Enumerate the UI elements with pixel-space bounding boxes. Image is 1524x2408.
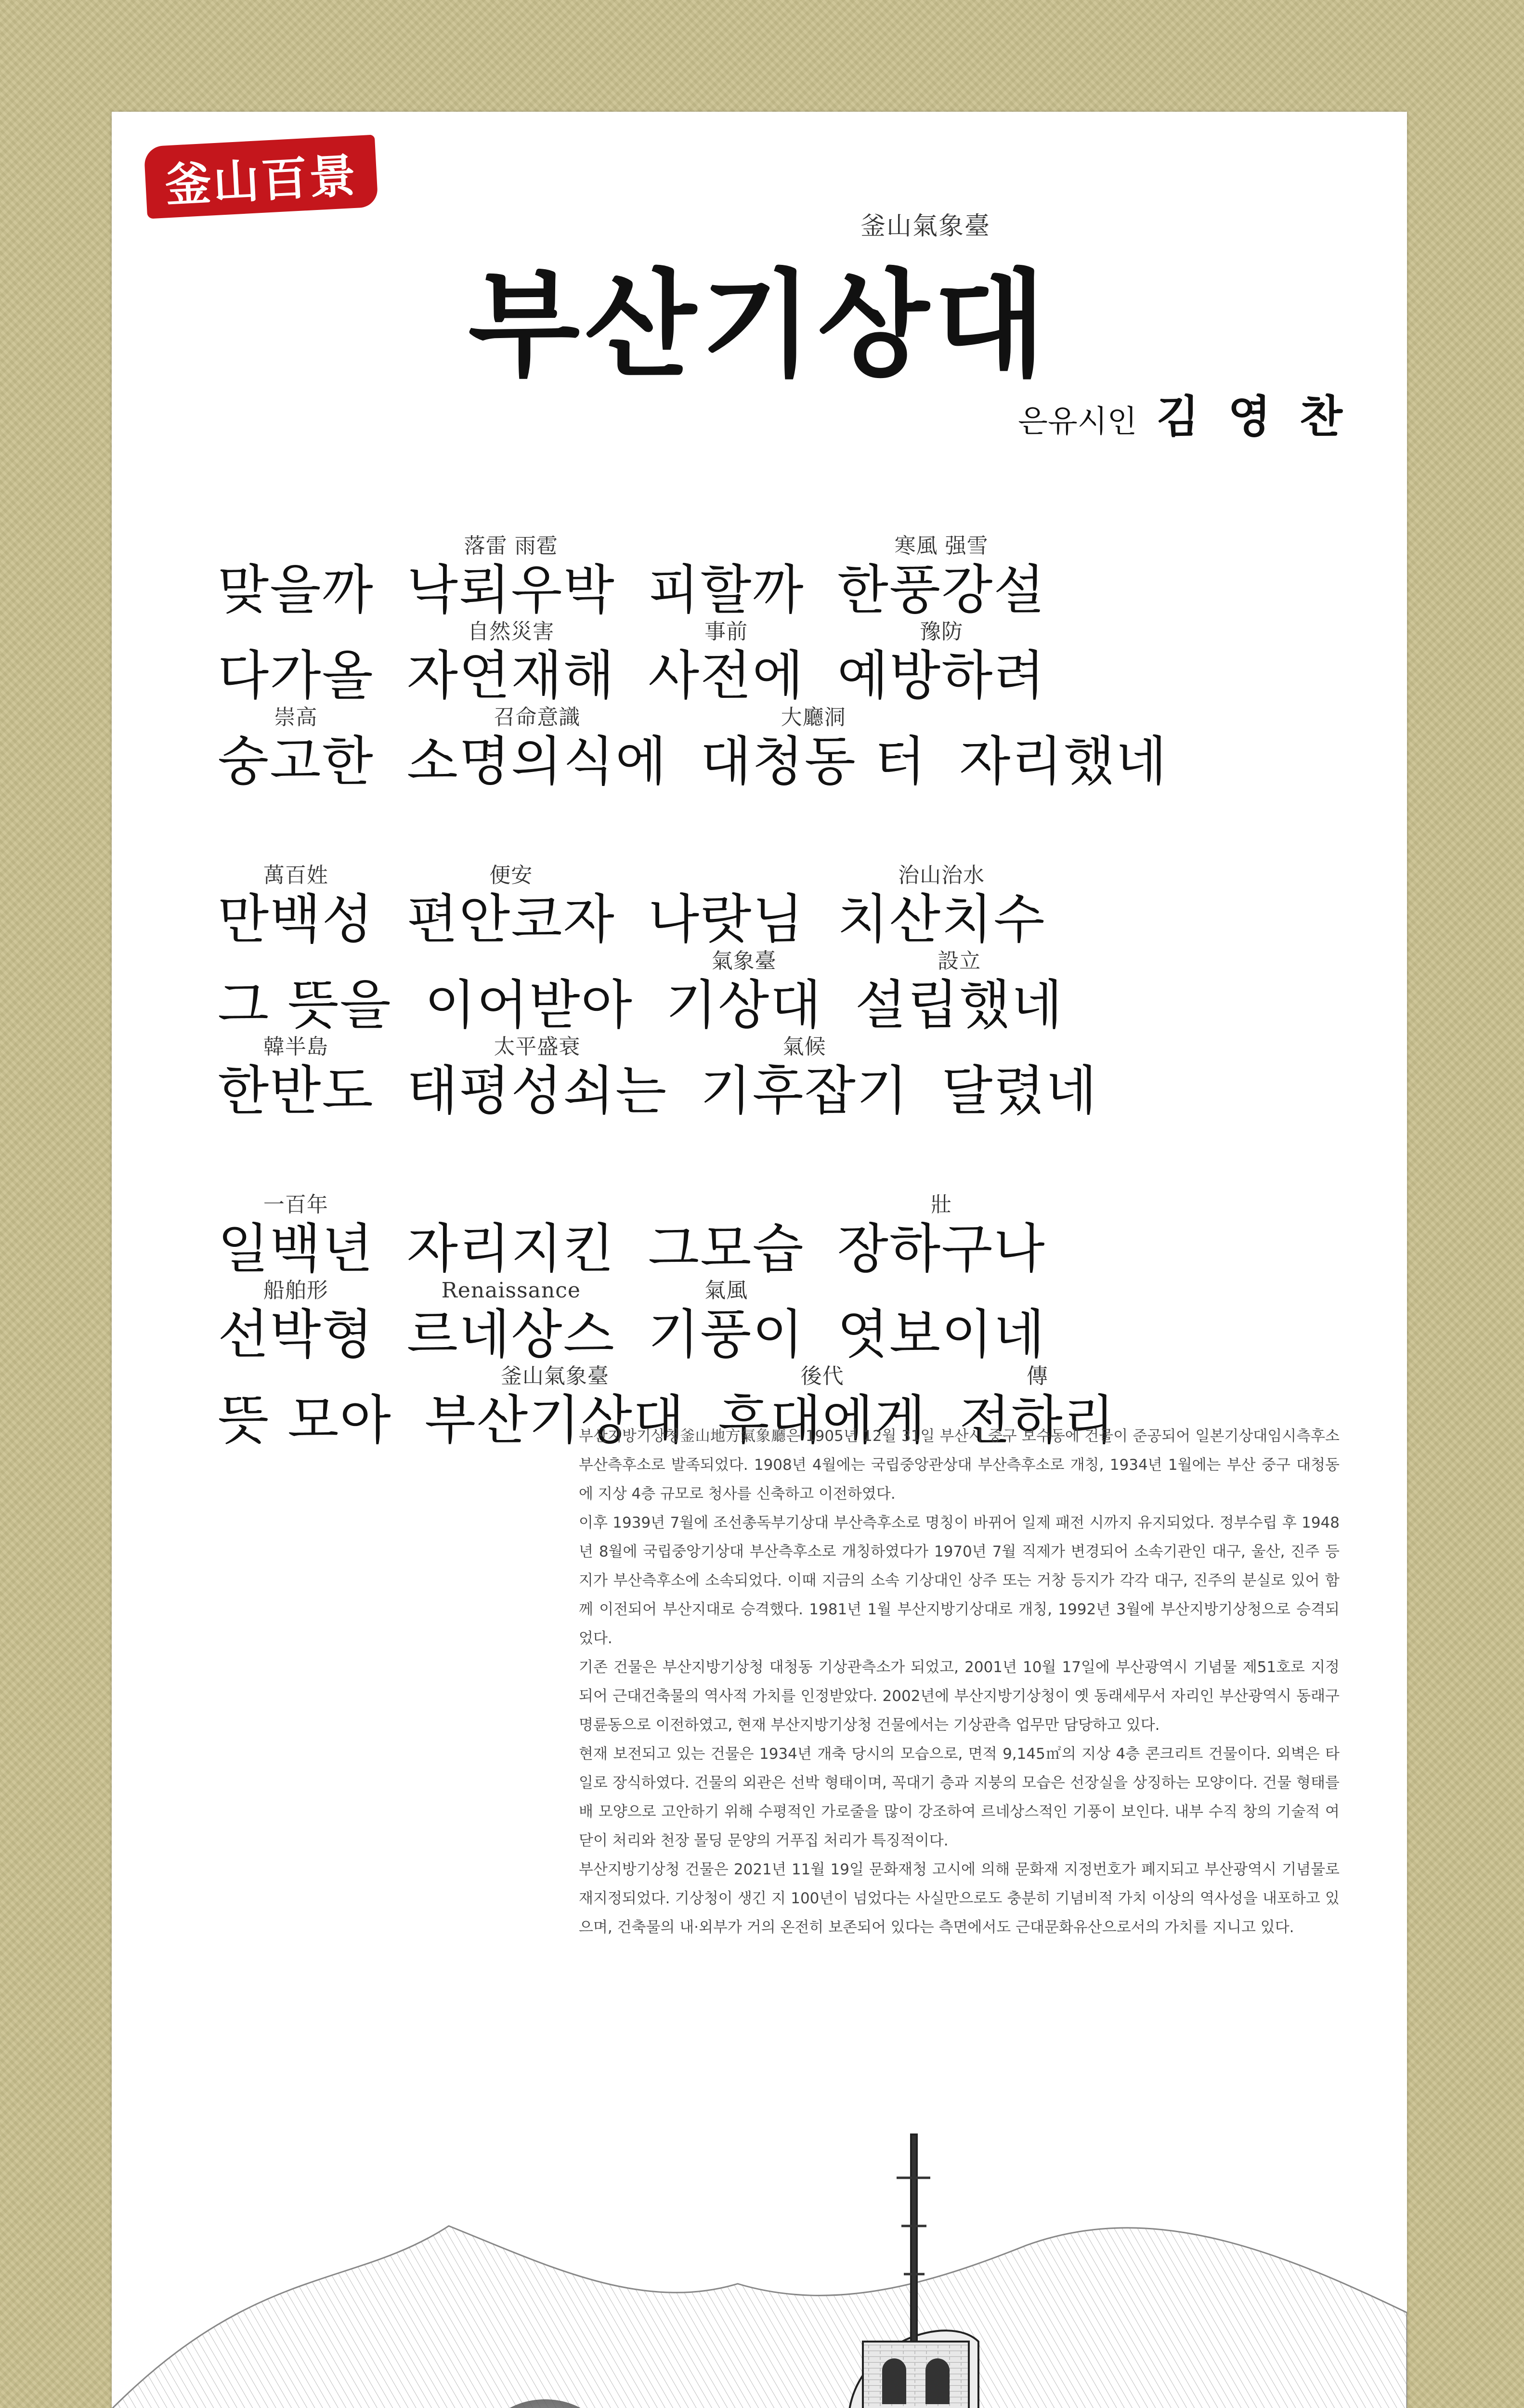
poem-ruby-annotation: 氣候 [782,1034,826,1059]
poem-word [959,731,1168,792]
poem-word-text: 자리했네 [959,731,1168,792]
poem-ruby-annotation: 自然災害 [468,619,555,644]
poem-line [218,531,1168,621]
explanation-paragraph: 부산지방기상청 건물은 2021년 11월 19일 문화재청 고시에 의해 문화재 지정번호가 폐지되고 부산광역시 기념물로 재지정되었다. 기상청이 생긴 지 100년이 넘었다는 사실만으로도 충분히 기념비적 가치 이상의 역사성을 내포하고 있으며, 건축물의 내·외부가 거의 온전히 보존되어 있다는 측면에서도 근대문화유산으로서의 가치를 지니고 있다. [579,1861,1340,1936]
poem-ruby-annotation: 召命意識 [494,705,581,730]
poem-word-text: 자연재해 [406,645,615,707]
poem-ruby-annotation: 治山治水 [898,863,985,888]
poem-ruby-annotation: 萬百姓 [263,863,328,888]
poem-word-text: 맞을까 [218,559,374,621]
poem-word [648,1278,805,1365]
author-name: 김 영 찬 [1156,391,1349,443]
poem-line [218,1032,1168,1122]
poem-word-text: 설립했네 [855,974,1064,1036]
brand-logo [143,135,378,219]
poem-word [406,1278,615,1365]
poem-ruby-annotation: 一百年 [263,1192,328,1217]
author-block [1018,381,1349,445]
poem-word [218,863,374,950]
poem-ruby-annotation: 設立 [938,949,981,973]
brand-logo-label: 釜山百景 [163,148,359,212]
poem-word [406,1218,615,1280]
poem-ruby-annotation: Renaissance [441,1278,581,1303]
poem-word-text: 피할까 [648,559,805,621]
poem-word [648,1218,805,1280]
poem-ruby-annotation: 便安 [489,863,533,888]
poem-word [218,705,374,792]
poem-ruby-annotation: 氣象臺 [711,949,777,973]
poem-ruby-annotation: 豫防 [920,619,964,644]
poem-word-text: 엿보이네 [837,1304,1046,1365]
poem-ruby-annotation: 傳 [1027,1364,1048,1388]
title-hanja: 釜山氣象臺 [860,212,991,241]
poem-ruby-annotation: 釜山氣象臺 [500,1364,609,1388]
poem-word-text: 이어받아 [424,974,633,1036]
poem-line [218,946,1168,1036]
poem-word [218,559,374,621]
poem-word [406,1034,668,1122]
poem-word [218,1034,374,1122]
poem-word-text: 대청동 터 [700,731,927,792]
poem-word-text: 기풍이 [648,1304,805,1365]
poem-word [218,1278,374,1365]
poem-ruby-annotation: 落雷 雨雹 [464,534,558,558]
poem-word-text: 뜻 모아 [218,1389,392,1451]
poem-word [837,619,1046,707]
poem-line [218,1190,1168,1280]
poem-word [855,949,1064,1036]
poem-word [406,705,668,792]
poem-word-text: 편안코자 [406,889,615,950]
poem-word-text: 그 뜻을 [218,974,392,1036]
poem-word-text: 예방하려 [837,645,1046,707]
weather-station-illustration [112,1976,1407,2408]
poem-word-text: 장하구나 [837,1218,1046,1280]
poem-ruby-annotation: 崇高 [274,705,318,730]
poem-word [218,974,392,1036]
poem-word-text: 낙뢰우박 [406,559,615,621]
poem-ruby-annotation: 大廳洞 [781,705,846,730]
poem-word [424,974,633,1036]
poem-word-text: 자리지킨 [406,1218,615,1280]
poem-word-text: 숭고한 [218,731,374,792]
poem-word [837,1192,1046,1280]
poem-word-text: 한반도 [218,1060,374,1122]
poem-word-text: 부산기상대 [424,1389,686,1451]
poem-word [837,1304,1046,1365]
poem-word-text: 사전에 [648,645,805,707]
poem-word [648,619,805,707]
poem-ruby-annotation: 太平盛衰 [494,1034,581,1059]
poem-word-text: 소명의식에 [406,731,668,792]
poem-stanza [218,1190,1168,1451]
poem-line [218,860,1168,950]
poem-word-text: 기후잡기 [700,1060,909,1122]
poem-word-text: 르네상스 [406,1304,615,1365]
poem-ruby-annotation: 氣風 [704,1278,748,1303]
poem-stanza [218,531,1168,792]
poem-ruby-annotation: 韓半島 [263,1034,328,1059]
poem-word [941,1060,1098,1122]
poem-ruby-annotation: 壯 [930,1192,952,1217]
poem-word [406,534,615,621]
poem-line [218,702,1168,792]
poem-word [218,1389,392,1451]
poem-ruby-annotation: 後代 [800,1364,844,1388]
poem-ruby-annotation: 船舶形 [263,1278,328,1303]
explanation-paragraph: 이후 1939년 7월에 조선총독부기상대 부산측후소로 명칭이 바뀌어 일제 패전 시까지 유지되었다. 정부수립 후 1948년 8월에 국립중앙기상대 부산측후소로 개칭하였다가 1970년 7월 직제가 변경되어 소속기관인 대구, 울산, 진주 등지가 부산측후소에 소속되었다. 이때 지금의 소속 기상대인 상주 또는 거창 등지가 각각 대구, 진주의 분실로 있어 함께 이전되어 부산지대로 승격했다. 1981년 1월 부산지방기상대로 개칭, 1992년 3월에 부산지방기상청으로 승격되었다. [579,1514,1340,1647]
poem-word-text: 그모습 [648,1218,805,1280]
poem-word [837,863,1046,950]
scroll-paper [112,112,1407,2408]
poem-word-text: 치산치수 [837,889,1046,950]
poem-word [665,949,822,1036]
poem-word [406,619,615,707]
poem-word [700,1034,909,1122]
poem-word [837,534,1046,621]
poem-word-text: 나랏님 [648,889,805,950]
poem-word-text: 후대에게 [718,1389,927,1451]
poem-word [218,1192,374,1280]
poem-word [700,705,927,792]
poem-word [648,889,805,950]
poem-word [406,863,615,950]
poem-line [218,1275,1168,1365]
explanation-paragraph: 부산지방기상청釜山地方氣象廳은 1905년 12월 31일 부산시 중구 보수동에 건물이 준공되어 일본기상대임시측후소 부산측후소로 발족되었다. 1908년 4월에는 국립중앙관상대 부산측후소로 개칭, 1934년 1월에는 부산 중구 대청동에 지상 4층 규모로 청사를 신축하고 이전하였다. [579,1427,1340,1503]
explanation-paragraph: 기존 건물은 부산지방기상청 대청동 기상관측소가 되었고, 2001년 10월 17일에 부산광역시 기념물 제51호로 지정되어 근대건축물의 역사적 가치를 인정받았다. 2002년에 부산지방기상청이 옛 동래세무서 자리인 부산광역시 동래구 명륜동으로 이전하였고, 현재 부산지방기상청 건물에서는 기상관측 업무만 담당하고 있다. [579,1659,1340,1734]
poem-word-text: 기상대 [665,974,822,1036]
page-title: 부산기상대 [468,258,1051,393]
poem [218,531,1168,1519]
poem-word-text: 다가올 [218,645,374,707]
poem-word [218,645,374,707]
poem-word-text: 태평성쇠는 [406,1060,668,1122]
poem-word-text: 달렸네 [941,1060,1098,1122]
poem-word-text: 선박형 [218,1304,374,1365]
poem-word-text: 만백성 [218,889,374,950]
poem-word [648,559,805,621]
poem-word-text: 한풍강설 [837,559,1046,621]
poem-line [218,616,1168,707]
poem-ruby-annotation: 寒風 强雪 [894,534,989,558]
poem-ruby-annotation: 事前 [704,619,748,644]
explanation-paragraph: 현재 보전되고 있는 건물은 1934년 개축 당시의 모습으로, 면적 9,145㎡의 지상 4층 콘크리트 건물이다. 외벽은 타일로 장식하였다. 건물의 외관은 선박 형태이며, 꼭대기 층과 지붕의 모습은 선장실을 상징하는 모양이다. 건물 형태를 배 모양으로 고안하기 위해 수평적인 가로줄을 많이 강조하여 르네상스적인 기풍이 보인다. 내부 수직 창의 기술적 여닫이 처리와 천장 몰딩 문양의 거푸집 처리가 특징적이다. [579,1745,1340,1849]
poem-word-text: 전하리 [959,1389,1116,1451]
author-role: 은유시인 [1018,404,1137,440]
poem-stanza [218,860,1168,1122]
explanation-text [579,1422,1340,1942]
poem-word-text: 일백년 [218,1218,374,1280]
